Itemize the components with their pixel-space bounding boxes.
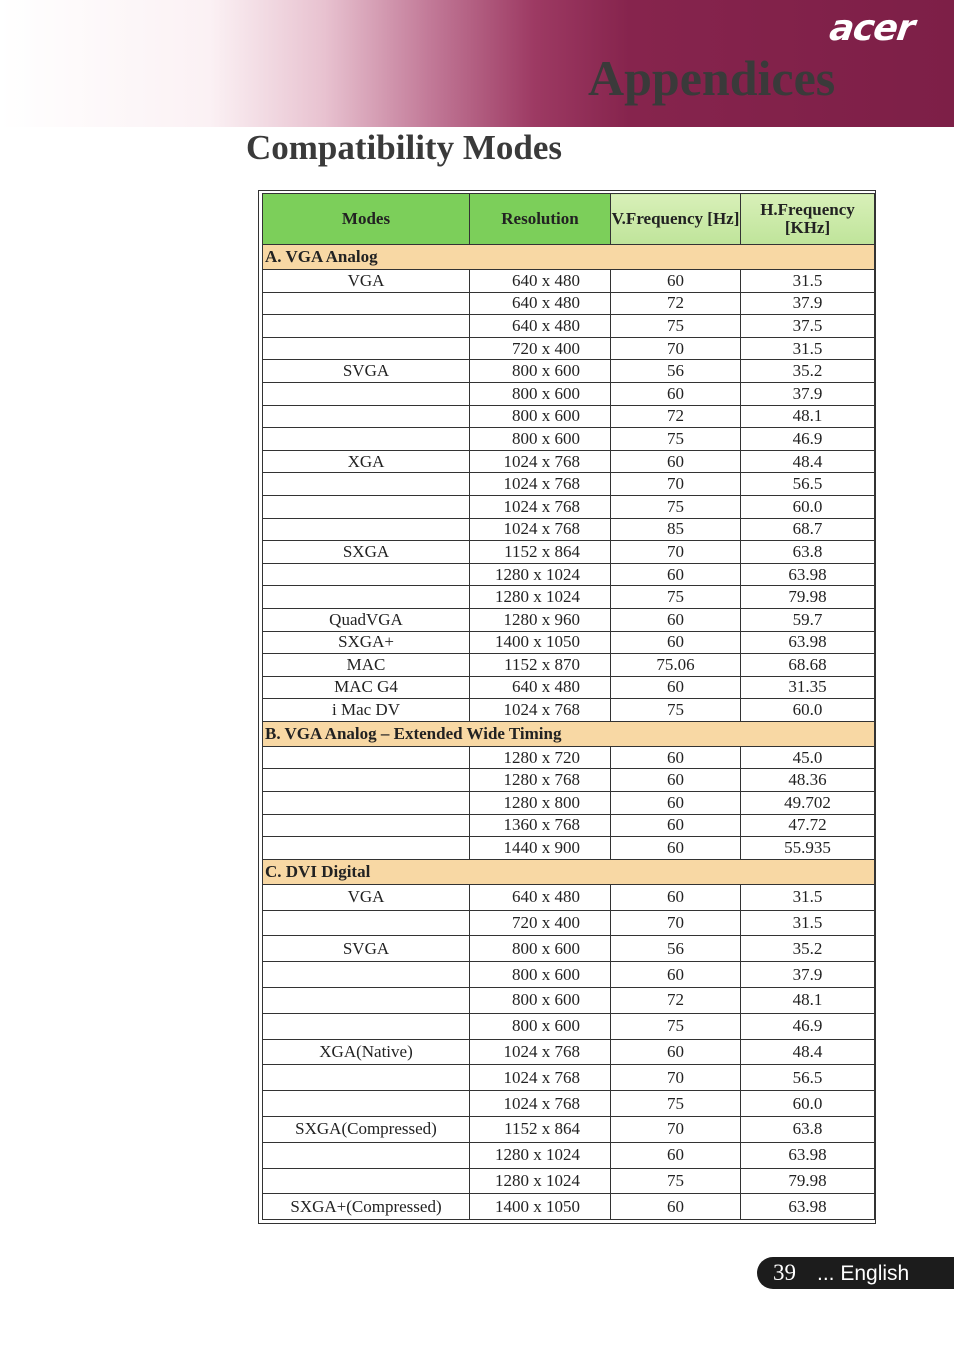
table-row <box>263 495 875 518</box>
cell-resolution: 1152 x 864 <box>470 1117 611 1143</box>
cell-vfreq: 72 <box>611 292 741 315</box>
cell-hfreq: 46.9 <box>741 1013 875 1039</box>
cell-mode: VGA <box>263 884 470 910</box>
table-row <box>263 428 875 451</box>
table-row <box>263 1117 875 1143</box>
cell-vfreq: 60 <box>611 450 741 473</box>
cell-mode <box>263 563 470 586</box>
table-row <box>263 988 875 1014</box>
cell-vfreq: 70 <box>611 541 741 564</box>
table-row <box>263 792 875 815</box>
cell-mode <box>263 292 470 315</box>
cell-vfreq: 70 <box>611 473 741 496</box>
cell-resolution: 800 x 600 <box>470 428 611 451</box>
cell-vfreq: 72 <box>611 405 741 428</box>
cell-resolution: 1280 x 960 <box>470 608 611 631</box>
cell-vfreq: 70 <box>611 1065 741 1091</box>
table-row <box>263 631 875 654</box>
cell-vfreq: 85 <box>611 518 741 541</box>
cell-vfreq: 60 <box>611 837 741 860</box>
cell-vfreq: 60 <box>611 746 741 769</box>
section-title: B. VGA Analog – Extended Wide Timing <box>263 721 875 746</box>
table-row <box>263 541 875 564</box>
cell-hfreq: 59.7 <box>741 608 875 631</box>
table-row <box>263 1142 875 1168</box>
table-row <box>263 1194 875 1220</box>
cell-mode <box>263 428 470 451</box>
cell-resolution: 640 x 480 <box>470 292 611 315</box>
cell-mode <box>263 405 470 428</box>
cell-vfreq: 72 <box>611 988 741 1014</box>
cell-vfreq: 60 <box>611 1039 741 1065</box>
cell-mode <box>263 495 470 518</box>
cell-resolution: 1280 x 1024 <box>470 563 611 586</box>
table-row <box>263 450 875 473</box>
section-row <box>263 245 875 270</box>
cell-hfreq: 48.1 <box>741 988 875 1014</box>
cell-hfreq: 48.4 <box>741 450 875 473</box>
column-header-hfreq-text: H.Frequency [KHz] <box>760 200 855 237</box>
cell-hfreq: 60.0 <box>741 699 875 722</box>
cell-resolution: 1400 x 1050 <box>470 631 611 654</box>
cell-hfreq: 48.1 <box>741 405 875 428</box>
cell-mode: SXGA <box>263 541 470 564</box>
table-row <box>263 382 875 405</box>
cell-mode <box>263 337 470 360</box>
table-row <box>263 473 875 496</box>
cell-hfreq: 63.8 <box>741 541 875 564</box>
cell-resolution: 800 x 600 <box>470 360 611 383</box>
table-row <box>263 837 875 860</box>
column-header-modes: Modes <box>263 194 470 245</box>
cell-mode <box>263 962 470 988</box>
table-header-row <box>263 194 875 245</box>
column-header-vfreq <box>611 194 741 245</box>
table-row <box>263 1168 875 1194</box>
compatibility-table-frame <box>258 190 876 1224</box>
table-row <box>263 1039 875 1065</box>
cell-mode: MAC G4 <box>263 676 470 699</box>
page-number: 39 <box>773 1260 796 1285</box>
cell-hfreq: 79.98 <box>741 586 875 609</box>
header-banner <box>0 0 954 127</box>
cell-hfreq: 31.5 <box>741 910 875 936</box>
cell-resolution: 720 x 400 <box>470 337 611 360</box>
cell-resolution: 720 x 400 <box>470 910 611 936</box>
cell-hfreq: 45.0 <box>741 746 875 769</box>
cell-mode <box>263 814 470 837</box>
table-row <box>263 1091 875 1117</box>
table-row <box>263 292 875 315</box>
cell-vfreq: 60 <box>611 676 741 699</box>
cell-vfreq: 60 <box>611 814 741 837</box>
cell-vfreq: 60 <box>611 1142 741 1168</box>
table-row <box>263 746 875 769</box>
cell-vfreq: 60 <box>611 769 741 792</box>
cell-resolution: 1280 x 1024 <box>470 1142 611 1168</box>
cell-mode: SXGA(Compressed) <box>263 1117 470 1143</box>
cell-mode <box>263 837 470 860</box>
cell-vfreq: 60 <box>611 382 741 405</box>
cell-hfreq: 31.5 <box>741 884 875 910</box>
cell-hfreq: 35.2 <box>741 360 875 383</box>
cell-vfreq: 75 <box>611 428 741 451</box>
table-row <box>263 586 875 609</box>
cell-hfreq: 56.5 <box>741 473 875 496</box>
cell-resolution: 640 x 480 <box>470 270 611 293</box>
cell-vfreq: 60 <box>611 631 741 654</box>
table-row <box>263 654 875 677</box>
cell-vfreq: 60 <box>611 884 741 910</box>
acer-logo: acer <box>827 8 917 49</box>
cell-hfreq: 46.9 <box>741 428 875 451</box>
cell-resolution: 1400 x 1050 <box>470 1194 611 1220</box>
cell-mode <box>263 746 470 769</box>
cell-resolution: 1024 x 768 <box>470 473 611 496</box>
cell-hfreq: 68.7 <box>741 518 875 541</box>
table-row <box>263 518 875 541</box>
cell-hfreq: 49.702 <box>741 792 875 815</box>
cell-resolution: 800 x 600 <box>470 962 611 988</box>
cell-resolution: 1152 x 870 <box>470 654 611 677</box>
cell-vfreq: 60 <box>611 792 741 815</box>
cell-mode <box>263 769 470 792</box>
cell-hfreq: 47.72 <box>741 814 875 837</box>
page-title: Compatibility Modes <box>246 128 562 167</box>
cell-mode: MAC <box>263 654 470 677</box>
cell-resolution: 1024 x 768 <box>470 495 611 518</box>
cell-resolution: 800 x 600 <box>470 1013 611 1039</box>
table-body <box>263 245 875 1220</box>
cell-mode <box>263 382 470 405</box>
table-row <box>263 884 875 910</box>
table-row <box>263 270 875 293</box>
cell-vfreq: 75 <box>611 699 741 722</box>
cell-vfreq: 60 <box>611 1194 741 1220</box>
cell-hfreq: 63.98 <box>741 1142 875 1168</box>
cell-vfreq: 75 <box>611 1091 741 1117</box>
table-row <box>263 1013 875 1039</box>
cell-vfreq: 56 <box>611 360 741 383</box>
cell-mode: i Mac DV <box>263 699 470 722</box>
cell-hfreq: 31.5 <box>741 337 875 360</box>
column-header-vfreq-text: V.Frequency [Hz] <box>611 209 740 228</box>
table-row <box>263 814 875 837</box>
table-row <box>263 676 875 699</box>
cell-mode: VGA <box>263 270 470 293</box>
table-row <box>263 936 875 962</box>
cell-mode <box>263 518 470 541</box>
cell-hfreq: 60.0 <box>741 495 875 518</box>
cell-vfreq: 60 <box>611 962 741 988</box>
cell-resolution: 1280 x 720 <box>470 746 611 769</box>
cell-hfreq: 63.8 <box>741 1117 875 1143</box>
cell-vfreq: 70 <box>611 1117 741 1143</box>
cell-mode <box>263 473 470 496</box>
cell-hfreq: 63.98 <box>741 631 875 654</box>
cell-vfreq: 60 <box>611 608 741 631</box>
cell-resolution: 1024 x 768 <box>470 699 611 722</box>
compatibility-table <box>262 193 875 1220</box>
cell-vfreq: 75 <box>611 586 741 609</box>
cell-resolution: 1024 x 768 <box>470 518 611 541</box>
cell-resolution: 1024 x 768 <box>470 450 611 473</box>
cell-hfreq: 79.98 <box>741 1168 875 1194</box>
column-header-hfreq <box>741 194 875 245</box>
cell-resolution: 1024 x 768 <box>470 1065 611 1091</box>
cell-resolution: 1360 x 768 <box>470 814 611 837</box>
cell-resolution: 1280 x 1024 <box>470 586 611 609</box>
chapter-title: Appendices <box>588 50 836 106</box>
table-row <box>263 337 875 360</box>
cell-mode <box>263 315 470 338</box>
cell-vfreq: 75 <box>611 315 741 338</box>
cell-mode: SVGA <box>263 360 470 383</box>
cell-resolution: 800 x 600 <box>470 936 611 962</box>
table-row <box>263 608 875 631</box>
cell-vfreq: 70 <box>611 337 741 360</box>
cell-resolution: 800 x 600 <box>470 405 611 428</box>
cell-resolution: 640 x 480 <box>470 315 611 338</box>
table-row <box>263 769 875 792</box>
cell-resolution: 1280 x 1024 <box>470 1168 611 1194</box>
footer-language: ... English <box>817 1262 910 1285</box>
cell-hfreq: 55.935 <box>741 837 875 860</box>
cell-vfreq: 75 <box>611 1168 741 1194</box>
cell-mode: SXGA+(Compressed) <box>263 1194 470 1220</box>
cell-hfreq: 37.9 <box>741 292 875 315</box>
cell-mode <box>263 1065 470 1091</box>
cell-hfreq: 31.5 <box>741 270 875 293</box>
cell-resolution: 640 x 480 <box>470 884 611 910</box>
cell-resolution: 1024 x 768 <box>470 1039 611 1065</box>
cell-hfreq: 56.5 <box>741 1065 875 1091</box>
table-row <box>263 962 875 988</box>
table-row <box>263 405 875 428</box>
cell-hfreq: 48.4 <box>741 1039 875 1065</box>
cell-resolution: 1440 x 900 <box>470 837 611 860</box>
cell-hfreq: 60.0 <box>741 1091 875 1117</box>
page-footer <box>757 1257 954 1289</box>
cell-resolution: 800 x 600 <box>470 988 611 1014</box>
cell-resolution: 1024 x 768 <box>470 1091 611 1117</box>
cell-vfreq: 75.06 <box>611 654 741 677</box>
table-row <box>263 360 875 383</box>
cell-mode <box>263 1168 470 1194</box>
cell-hfreq: 37.5 <box>741 315 875 338</box>
section-title: A. VGA Analog <box>263 245 875 270</box>
cell-resolution: 1152 x 864 <box>470 541 611 564</box>
cell-resolution: 1280 x 800 <box>470 792 611 815</box>
cell-mode <box>263 910 470 936</box>
cell-mode: SXGA+ <box>263 631 470 654</box>
cell-vfreq: 75 <box>611 495 741 518</box>
cell-resolution: 640 x 480 <box>470 676 611 699</box>
column-header-resolution: Resolution <box>470 194 611 245</box>
table-row <box>263 699 875 722</box>
cell-vfreq: 60 <box>611 563 741 586</box>
cell-hfreq: 37.9 <box>741 962 875 988</box>
cell-hfreq: 63.98 <box>741 563 875 586</box>
cell-mode <box>263 1013 470 1039</box>
cell-mode <box>263 586 470 609</box>
cell-resolution: 800 x 600 <box>470 382 611 405</box>
section-row <box>263 859 875 884</box>
section-row <box>263 721 875 746</box>
cell-vfreq: 56 <box>611 936 741 962</box>
table-row <box>263 1065 875 1091</box>
cell-hfreq: 68.68 <box>741 654 875 677</box>
cell-mode: XGA <box>263 450 470 473</box>
cell-mode <box>263 1142 470 1168</box>
cell-mode <box>263 792 470 815</box>
cell-mode <box>263 988 470 1014</box>
cell-mode <box>263 1091 470 1117</box>
cell-resolution: 1280 x 768 <box>470 769 611 792</box>
cell-vfreq: 75 <box>611 1013 741 1039</box>
cell-hfreq: 31.35 <box>741 676 875 699</box>
cell-vfreq: 60 <box>611 270 741 293</box>
table-row <box>263 315 875 338</box>
cell-mode: QuadVGA <box>263 608 470 631</box>
cell-hfreq: 35.2 <box>741 936 875 962</box>
cell-hfreq: 37.9 <box>741 382 875 405</box>
table-row <box>263 910 875 936</box>
cell-mode: SVGA <box>263 936 470 962</box>
cell-hfreq: 48.36 <box>741 769 875 792</box>
table-row <box>263 563 875 586</box>
cell-mode: XGA(Native) <box>263 1039 470 1065</box>
section-title: C. DVI Digital <box>263 859 875 884</box>
cell-hfreq: 63.98 <box>741 1194 875 1220</box>
cell-vfreq: 70 <box>611 910 741 936</box>
